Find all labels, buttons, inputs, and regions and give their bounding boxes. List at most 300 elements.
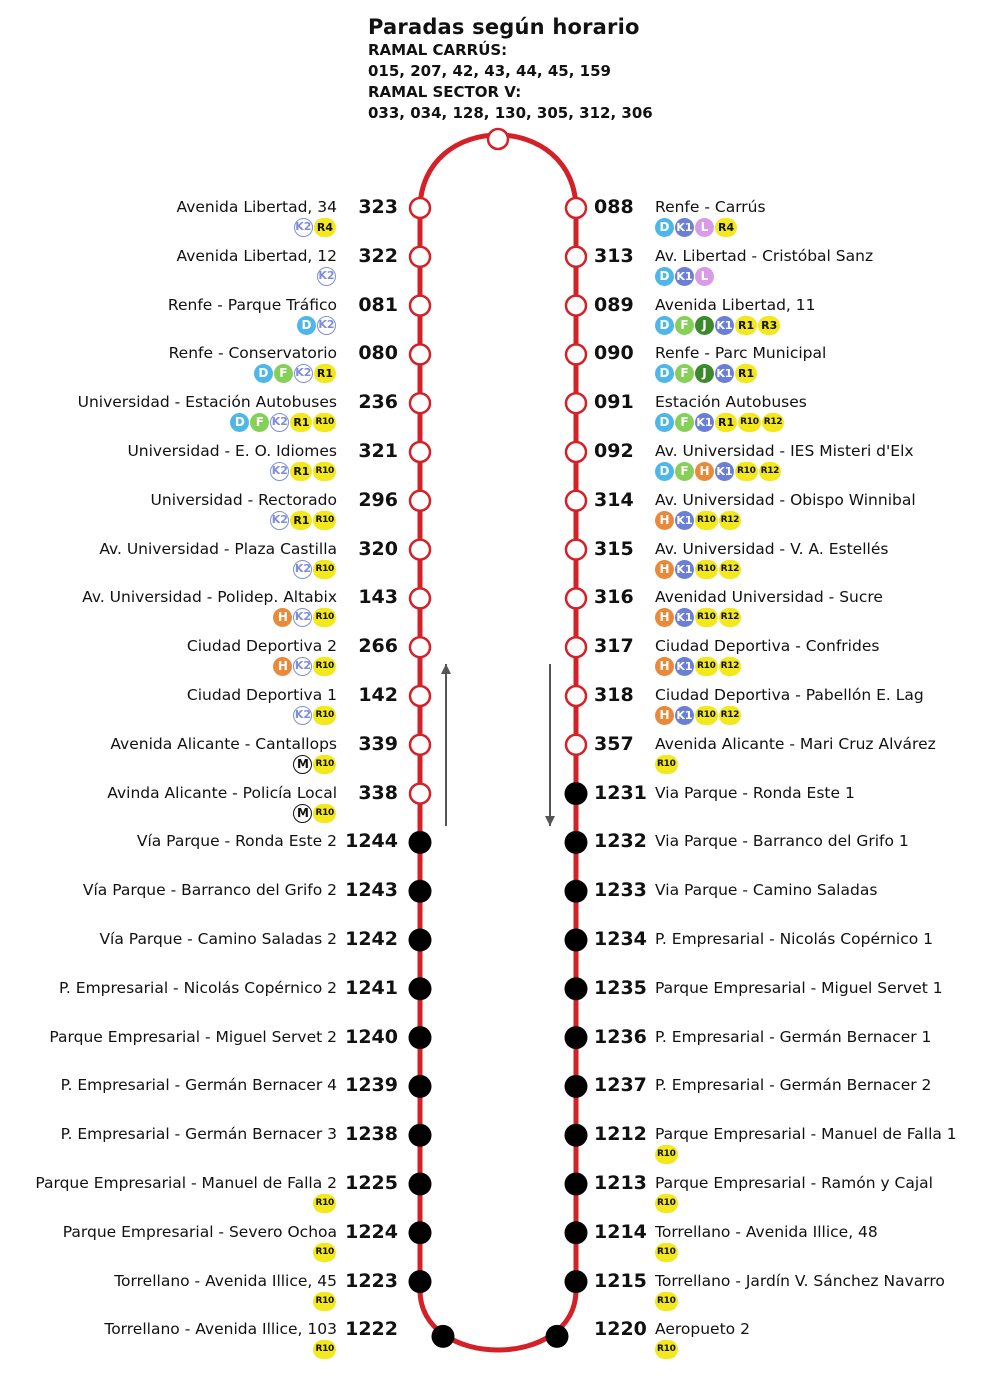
stop-name: P. Empresarial - Germán Bernacer 3	[60, 1125, 337, 1144]
line-badges	[655, 510, 916, 532]
stop-name: Parque Empresarial - Severo Ochoa	[62, 1222, 337, 1241]
line-r10-badge: R10	[695, 511, 718, 530]
line-r10-badge: R10	[313, 1292, 336, 1311]
stop-092	[655, 441, 914, 481]
stop-code: 316	[594, 586, 634, 609]
stop-marker-338	[410, 784, 430, 804]
stop-name: Universidad - E. O. Idiomes	[127, 442, 337, 460]
stop-code: 081	[358, 293, 398, 316]
line-h-badge: H	[655, 657, 674, 676]
line-badges	[655, 607, 883, 629]
stop-name: Avenidad Universidad - Sucre	[655, 588, 883, 607]
line-r4-badge: R4	[314, 218, 336, 237]
line-d-badge: D	[655, 364, 674, 383]
stop-code: 1238	[345, 1123, 398, 1146]
line-badges	[78, 412, 337, 434]
stop-code: 322	[358, 244, 398, 267]
line-h-badge: H	[655, 706, 674, 725]
line-j-badge: J	[695, 364, 714, 383]
stop-marker-316	[566, 588, 586, 608]
stop-name: Av. Universidad - Obispo Winnibal	[655, 490, 916, 509]
stop-name: Universidad - Rectorado	[150, 490, 337, 509]
metro-m-icon: M	[293, 755, 312, 774]
stop-name: Av. Universidad - Polidep. Altabix	[82, 588, 337, 607]
branch-carrus-lines: 015, 207, 42, 43, 44, 45, 159	[368, 62, 611, 80]
stop-marker-092	[566, 442, 586, 462]
line-badges	[655, 705, 924, 727]
line-r10-badge: R10	[313, 608, 336, 627]
stop-357	[655, 734, 936, 774]
stop-080	[169, 343, 337, 383]
stop-318	[655, 685, 924, 725]
line-r1-badge: R1	[735, 316, 757, 335]
line-badges	[107, 803, 337, 825]
stop-name: Renfe - Parque Tráfico	[167, 295, 337, 314]
stop-name: P. Empresarial - Germán Bernacer 4	[60, 1076, 337, 1095]
line-r10-badge: R10	[313, 413, 336, 432]
stop-code: 088	[594, 196, 634, 218]
line-k2-badge: K2	[270, 413, 289, 432]
stop-1231	[655, 783, 855, 823]
stop-marker-318	[566, 686, 586, 706]
line-k1-badge: K1	[715, 316, 734, 335]
stop-marker-1225	[409, 1173, 432, 1196]
stop-marker-317	[566, 637, 586, 657]
direction-arrow-up	[441, 664, 451, 826]
stop-317	[655, 636, 879, 676]
stop-name: Parque Empresarial - Manuel de Falla 1	[655, 1125, 957, 1144]
stop-1233	[655, 880, 877, 920]
stop-code: 1237	[594, 1074, 647, 1097]
stop-code: 1240	[345, 1025, 398, 1048]
stop-323	[177, 197, 337, 237]
stop-marker-1236	[565, 1026, 588, 1049]
line-j-badge: J	[695, 316, 714, 335]
stop-marker-1234	[565, 929, 588, 952]
line-r4-badge: R4	[715, 218, 737, 237]
line-d-badge: D	[655, 267, 674, 286]
stop-code: 236	[358, 391, 398, 414]
stop-code: 091	[594, 391, 634, 414]
line-badges	[655, 656, 879, 678]
stop-name: Av. Universidad - Plaza Castilla	[99, 539, 337, 558]
stop-code: 1212	[594, 1123, 647, 1146]
stop-marker-1241	[409, 977, 432, 1000]
stop-code: 1222	[345, 1318, 398, 1341]
stop-1241	[59, 978, 337, 1018]
stop-name: Ciudad Deportiva - Confrides	[655, 637, 880, 656]
line-h-badge: H	[695, 462, 714, 481]
line-r3-badge: R3	[758, 316, 780, 335]
line-r10-badge: R10	[655, 1145, 678, 1164]
stop-1244	[137, 831, 337, 871]
stop-name: Via Parque - Barranco del Grifo 1	[655, 832, 909, 851]
stop-code: 1241	[345, 976, 398, 999]
stop-name: Parque Empresarial - Miguel Servet 1	[655, 978, 943, 997]
stop-marker-314	[566, 491, 586, 511]
line-f-badge: F	[675, 413, 694, 432]
line-k2-badge: K2	[270, 462, 289, 481]
stop-marker-236	[410, 393, 430, 413]
stop-code: 318	[594, 684, 634, 706]
stop-091	[655, 392, 807, 432]
stop-name: Renfe - Conservatorio	[168, 344, 337, 363]
line-r1-badge: R1	[314, 364, 336, 383]
line-h-badge: H	[655, 608, 674, 627]
line-k1-badge: K1	[675, 608, 694, 627]
stop-code: 338	[358, 781, 398, 804]
line-r10-badge: R10	[655, 1292, 678, 1311]
line-badges	[114, 1291, 337, 1313]
line-r10-badge: R10	[655, 755, 678, 774]
stop-name: P. Empresarial - Germán Bernacer 1	[655, 1027, 932, 1046]
stop-1212	[655, 1124, 957, 1164]
stop-1223	[114, 1271, 337, 1311]
line-badges	[655, 1291, 945, 1313]
stop-1239	[61, 1075, 337, 1115]
line-r10-badge: R10	[655, 1243, 678, 1262]
line-badges	[63, 1242, 337, 1264]
stop-name: Avenida Libertad, 11	[655, 295, 816, 314]
stop-name: Aeropueto 2	[655, 1320, 750, 1339]
stop-marker-1232	[565, 831, 588, 854]
line-r12-badge: R12	[719, 706, 742, 725]
stop-142	[187, 685, 337, 725]
line-h-badge: H	[655, 511, 674, 530]
line-badges	[177, 266, 337, 288]
stop-code: 089	[594, 293, 634, 316]
stop-1224	[63, 1222, 337, 1262]
line-badges	[99, 559, 337, 581]
line-r1-badge: R1	[290, 511, 312, 530]
stop-name: Vía Parque - Barranco del Grifo 2	[82, 881, 337, 900]
line-r12-badge: R12	[719, 657, 742, 676]
line-k2-badge: K2	[294, 218, 313, 237]
stop-name: Via Parque - Ronda Este 1	[655, 783, 855, 802]
line-l-badge: L	[695, 218, 714, 237]
line-r10-badge: R10	[695, 608, 718, 627]
line-d-badge: D	[297, 316, 316, 335]
stop-code: 317	[594, 635, 634, 658]
line-badges	[655, 217, 766, 239]
line-r12-badge: R12	[719, 560, 742, 579]
line-badges	[110, 754, 337, 776]
stop-name: Parque Empresarial - Ramón y Cajal	[655, 1174, 933, 1192]
stop-marker-321	[410, 442, 430, 462]
stop-1242	[99, 929, 337, 969]
line-r10-badge: R10	[313, 755, 336, 774]
line-badges	[35, 1193, 337, 1215]
stop-name: Vía Parque - Camino Saladas 2	[99, 930, 337, 948]
line-r10-badge: R10	[655, 1194, 678, 1213]
stop-code: 321	[358, 440, 398, 462]
line-badges	[655, 412, 807, 434]
line-r10-badge: R10	[313, 706, 336, 725]
stop-name: Ciudad Deportiva 1	[186, 686, 337, 704]
stop-marker-1213	[565, 1173, 588, 1196]
stop-1213	[655, 1173, 933, 1213]
stop-322	[177, 246, 337, 286]
stop-code: 143	[358, 586, 398, 609]
stop-code: 1231	[594, 781, 647, 804]
line-d-badge: D	[655, 316, 674, 335]
stop-marker-322	[410, 247, 430, 267]
stop-name: Parque Empresarial - Manuel de Falla 2	[35, 1174, 337, 1192]
stop-marker-313	[566, 247, 586, 267]
branch-carrus-label: RAMAL CARRÚS:	[368, 41, 508, 59]
stop-code: 1220	[594, 1318, 647, 1341]
line-k2-badge: K2	[293, 657, 312, 676]
line-r10-badge: R10	[313, 511, 336, 530]
stop-marker-266	[410, 637, 430, 657]
stop-1235	[655, 978, 943, 1018]
line-f-badge: F	[675, 462, 694, 481]
line-r10-badge: R10	[313, 657, 336, 676]
line-k1-badge: K1	[675, 218, 694, 237]
stop-code: 1234	[594, 928, 647, 950]
stop-marker-1215	[565, 1270, 588, 1293]
line-h-badge: H	[273, 608, 292, 627]
stop-1220	[655, 1319, 750, 1359]
stop-338	[107, 783, 337, 823]
stop-code: 080	[358, 342, 398, 365]
metro-m-icon: M	[293, 804, 312, 823]
stop-marker-296	[410, 491, 430, 511]
stop-marker-1238	[409, 1124, 432, 1147]
stop-marker-090	[566, 344, 586, 364]
line-k2-badge: K2	[293, 608, 312, 627]
stop-code: 1233	[594, 879, 647, 902]
line-badges	[151, 510, 337, 532]
stop-1215	[655, 1271, 945, 1311]
stop-marker-1243	[409, 880, 432, 903]
stop-320	[99, 539, 337, 579]
stop-name: Renfe - Parc Municipal	[655, 344, 827, 363]
stop-name: P. Empresarial - Nicolás Copérnico 2	[58, 978, 337, 997]
line-k2-badge: K2	[293, 560, 312, 579]
stop-code: 1232	[594, 830, 647, 853]
line-r10-badge: R10	[313, 560, 336, 579]
stop-marker-1239	[409, 1075, 432, 1098]
line-k2-badge: K2	[294, 364, 313, 383]
stop-marker-1214	[565, 1221, 588, 1244]
stop-marker-1244	[409, 831, 432, 854]
line-k1-badge: K1	[675, 267, 694, 286]
line-k1-badge: K1	[675, 560, 694, 579]
stop-code: 090	[594, 342, 634, 365]
line-h-badge: H	[655, 560, 674, 579]
line-k2-badge: K2	[270, 511, 289, 530]
stop-marker-1220	[546, 1325, 569, 1348]
stop-marker-1222	[432, 1325, 455, 1348]
stop-code: 1223	[345, 1269, 398, 1292]
line-k2-badge: K2	[317, 316, 336, 335]
line-r10-badge: R10	[313, 462, 336, 481]
line-k1-badge: K1	[675, 706, 694, 725]
stop-1232	[655, 831, 909, 871]
stop-marker-091	[566, 393, 586, 413]
stop-315	[655, 539, 888, 579]
line-k2-badge: K2	[317, 267, 336, 286]
stop-name: Avinda Alicante - Policía Local	[107, 783, 337, 802]
line-k1-badge: K1	[675, 657, 694, 676]
stop-1222	[104, 1319, 337, 1359]
stop-name: Av. Universidad - V. A. Estellés	[655, 539, 889, 558]
line-badges	[655, 363, 826, 385]
stop-marker-1237	[565, 1075, 588, 1098]
line-k1-badge: K1	[715, 462, 734, 481]
stop-321	[127, 441, 337, 481]
line-r10-badge: R10	[655, 1340, 678, 1359]
stop-1238	[61, 1124, 337, 1164]
stop-name: Ciudad Deportiva - Pabellón E. Lag	[655, 686, 924, 704]
line-badges	[187, 656, 337, 678]
line-r10-badge: R10	[313, 1340, 336, 1359]
stop-name: Universidad - Estación Autobuses	[77, 393, 337, 412]
stop-code: 1213	[594, 1172, 647, 1194]
stop-1234	[655, 929, 933, 969]
stop-code: 1224	[345, 1220, 398, 1243]
branch-sector-v-lines: 033, 034, 128, 130, 305, 312, 306	[368, 104, 653, 122]
stop-marker-323	[410, 198, 430, 218]
stop-marker-339	[410, 735, 430, 755]
direction-arrow-down	[545, 664, 555, 826]
stop-name: Avenida Alicante - Cantallops	[110, 734, 337, 753]
line-r12-badge: R12	[719, 511, 742, 530]
stop-code: 1215	[594, 1269, 647, 1292]
stop-marker-1235	[565, 977, 588, 1000]
line-badges	[82, 607, 337, 629]
stop-code: 1236	[594, 1025, 647, 1048]
line-d-badge: D	[655, 462, 674, 481]
line-r12-badge: R12	[762, 413, 785, 432]
stop-316	[655, 587, 883, 627]
line-f-badge: F	[675, 316, 694, 335]
line-badges	[655, 1242, 878, 1264]
line-badges	[187, 705, 337, 727]
stop-marker-320	[410, 540, 430, 560]
stop-name: Av. Universidad - IES Misteri d'Elx	[655, 442, 914, 460]
stop-1236	[655, 1027, 931, 1067]
stop-name: Avenida Libertad, 34	[176, 198, 337, 216]
stop-089	[655, 295, 815, 335]
stop-marker-1224	[409, 1221, 432, 1244]
stop-name: Torrellano - Avenida Illice, 103	[104, 1320, 337, 1339]
stop-marker-1212	[565, 1124, 588, 1147]
stop-name: P. Empresarial - Nicolás Copérnico 1	[655, 930, 934, 948]
stop-081	[168, 295, 337, 335]
line-badges	[169, 363, 337, 385]
line-badges	[655, 559, 888, 581]
stop-143	[82, 587, 337, 627]
stop-1214	[655, 1222, 878, 1262]
stop-marker-088	[566, 198, 586, 218]
line-r10-badge: R10	[695, 657, 718, 676]
line-badges	[655, 315, 815, 337]
stop-code: 314	[594, 488, 634, 511]
line-badges	[655, 266, 873, 288]
line-d-badge: D	[230, 413, 249, 432]
stop-name: P. Empresarial - Germán Bernacer 2	[655, 1076, 932, 1095]
line-r12-badge: R12	[759, 462, 782, 481]
stop-code: 357	[594, 732, 634, 755]
stop-name: Ciudad Deportiva 2	[186, 637, 337, 656]
line-r10-badge: R10	[695, 706, 718, 725]
stop-code: 1243	[345, 879, 398, 902]
terminal-stop-marker	[488, 129, 508, 149]
line-badges	[168, 315, 337, 337]
stop-marker-1233	[565, 880, 588, 903]
stop-code: 1214	[594, 1220, 647, 1243]
stop-code: 315	[594, 537, 634, 560]
stop-name: Torrellano - Avenida Illice, 48	[655, 1222, 878, 1241]
stop-marker-143	[410, 588, 430, 608]
page-title: Paradas según horario	[368, 15, 640, 39]
line-r1-badge: R1	[735, 364, 757, 383]
stop-313	[655, 246, 873, 286]
stop-236	[78, 392, 337, 432]
line-d-badge: D	[655, 218, 674, 237]
stop-code: 323	[358, 196, 398, 218]
line-r1-badge: R1	[290, 413, 312, 432]
line-badges	[655, 1339, 750, 1361]
line-badges	[655, 461, 914, 483]
stop-code: 266	[358, 635, 398, 658]
line-l-badge: L	[695, 267, 714, 286]
stop-marker-1223	[409, 1270, 432, 1293]
line-r10-badge: R10	[695, 560, 718, 579]
stop-code: 1225	[345, 1172, 398, 1194]
stop-266	[187, 636, 337, 676]
line-r12-badge: R12	[719, 608, 742, 627]
stop-088	[655, 197, 766, 237]
route-line	[420, 135, 576, 1350]
stop-code: 320	[358, 537, 398, 560]
header	[368, 14, 653, 124]
line-k1-badge: K1	[715, 364, 734, 383]
line-d-badge: D	[254, 364, 273, 383]
line-badges	[177, 217, 337, 239]
stop-marker-089	[566, 296, 586, 316]
line-k1-badge: K1	[695, 413, 714, 432]
line-r10-badge: R10	[313, 804, 336, 823]
stop-code: 339	[358, 732, 398, 755]
stop-1225	[35, 1173, 337, 1213]
stop-name: Via Parque - Camino Saladas	[655, 881, 878, 900]
line-f-badge: F	[675, 364, 694, 383]
line-r10-badge: R10	[313, 1194, 336, 1213]
stop-marker-315	[566, 540, 586, 560]
line-badges	[104, 1339, 337, 1361]
stop-name: Torrellano - Jardín V. Sánchez Navarro	[655, 1271, 945, 1290]
line-badges	[655, 754, 936, 776]
line-h-badge: H	[273, 657, 292, 676]
stop-marker-1242	[409, 929, 432, 952]
stop-name: Parque Empresarial - Miguel Servet 2	[49, 1027, 337, 1046]
line-badges	[127, 461, 337, 483]
stop-code: 313	[594, 244, 634, 267]
stop-name: Avenida Alicante - Mari Cruz Alvárez	[655, 734, 936, 753]
line-badges	[655, 1144, 957, 1166]
stop-marker-1240	[409, 1026, 432, 1049]
stop-name: Torrellano - Avenida Illice, 45	[114, 1271, 337, 1290]
stop-code: 092	[594, 440, 634, 462]
stop-name: Av. Libertad - Cristóbal Sanz	[655, 246, 874, 265]
stop-code: 1239	[345, 1074, 398, 1097]
line-r10-badge: R10	[738, 413, 761, 432]
stop-339	[110, 734, 337, 774]
stop-1240	[49, 1027, 337, 1067]
